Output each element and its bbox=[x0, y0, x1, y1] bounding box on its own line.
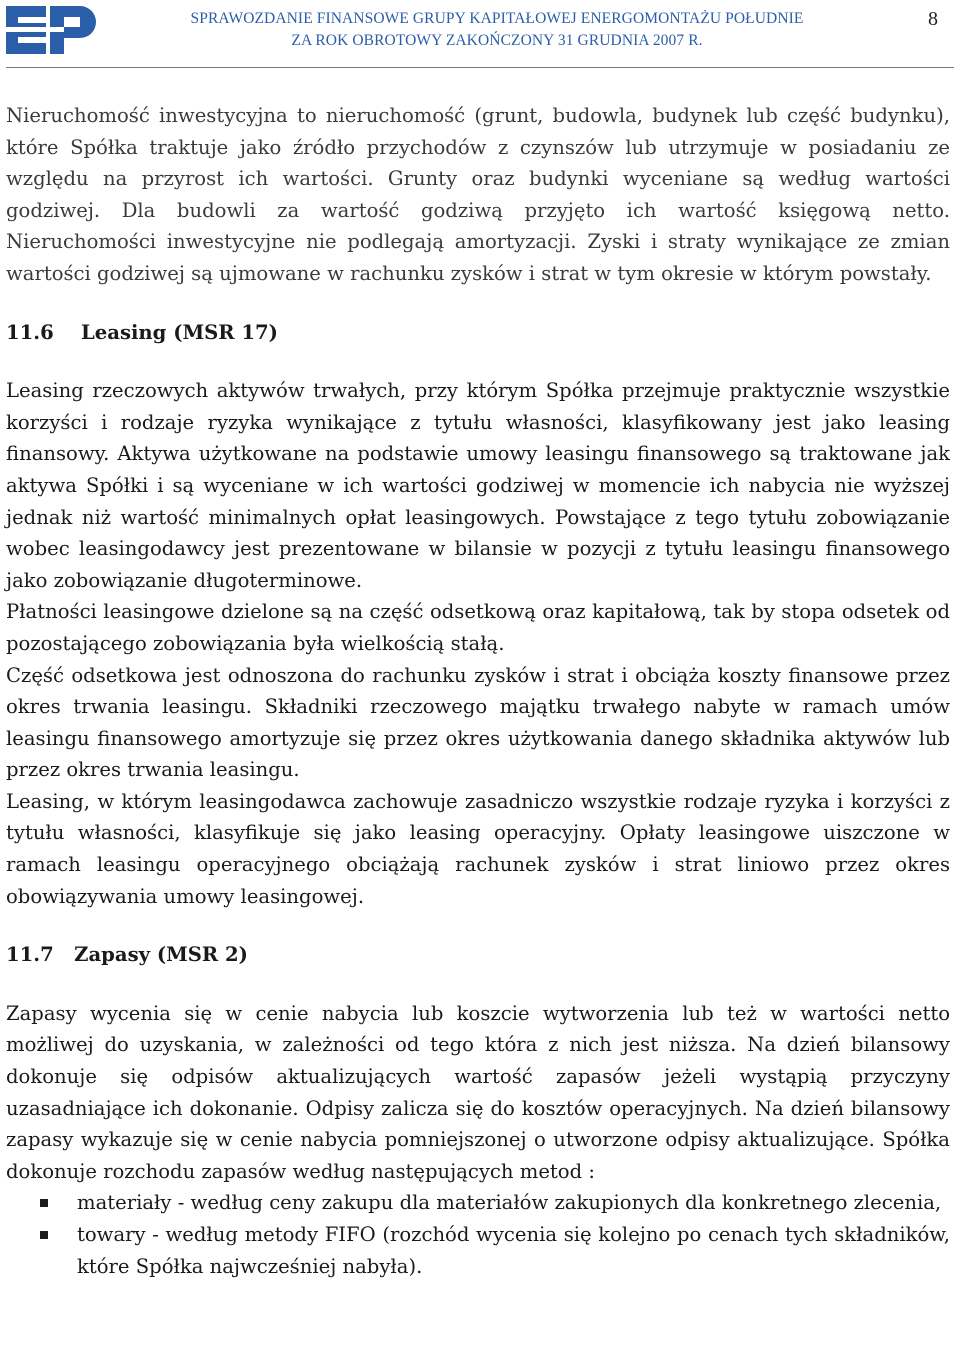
section-heading-inventory: 11.7 Zapasy (MSR 2) bbox=[6, 943, 248, 967]
paragraph-leasing-3: Część odsetkowa jest odnoszona do rachunku zysków i strat i obciąża koszty finansowe przez okres trwania leasingu. Składniki rzeczowego majątku trwałego nabyte w ramach umów leasingu finansowego amortyzuje się przez okres użytkowania danego składnika aktywów lub przez okres trwania leasingu. bbox=[6, 663, 950, 782]
page-number: 8 bbox=[928, 8, 938, 30]
report-title bbox=[112, 8, 882, 52]
paragraph-leasing-1: Leasing rzeczowych aktywów trwałych, przy którym Spółka przejmuje praktycznie wszystkie korzyści i rodzaje ryzyka wynikające z tytułu własności, klasyfikowany jest jako leasing finansowy. Aktywa użytkowane na podstawie umowy leasingu finansowego są traktowane jak aktywa Spółki i są wyceniane w ich wartości godziwej w momencie ich nabycia nie wyższej jednak niż wartość minimalnych opłat leasingowych. Powstające z tego tytułu zobowiązanie wobec leasingodawcy jest prezentowane w bilansie w pozycji z tytułu leasingu finansowego jako zobowiązanie długoterminowe. bbox=[6, 379, 950, 592]
inventory-methods-list bbox=[6, 1187, 950, 1282]
report-title-line2: ZA ROK OBROTOWY ZAKOŃCZONY 31 GRUDNIA 2007 R. bbox=[291, 32, 703, 49]
paragraph-leasing-2: Płatności leasingowe dzielone są na część odsetkową oraz kapitałową, tak by stopa odsetek od pozostającego zobowiązania była wielkością stałą. bbox=[6, 600, 950, 655]
document-body bbox=[6, 100, 950, 1282]
page-header bbox=[0, 0, 960, 70]
list-item-text: materiały - według ceny zakupu dla materiałów zakupionych dla konkretnego zlecenia, bbox=[77, 1191, 942, 1215]
paragraph-investment-property: Nieruchomość inwestycyjna to nieruchomość (grunt, budowla, budynek lub część budynku), które Spółka traktuje jako źródło przychodów z czynszów lub utrzymuje w posiadaniu ze względu na przyrost ich wartości. Grunty oraz budynki wyceniane są według wartości godziwej. Dla budowli za wartość godziwą przyjęto ich wartość księgową netto. Nieruchomości inwestycyjne nie podlegają amortyzacji. Zyski i straty wynikające ze zmian wartości godziwej są ujmowane w rachunku zysków i strat w tym okresie w którym powstały. bbox=[6, 104, 950, 285]
list-item bbox=[6, 1187, 950, 1219]
list-item-text: towary - według metody FIFO (rozchód wycenia się kolejno po cenach tych składników, które Spółka najwcześniej nabyła). bbox=[77, 1223, 950, 1278]
header-divider bbox=[6, 67, 954, 68]
list-item bbox=[6, 1219, 950, 1282]
paragraph-leasing-4: Leasing, w którym leasingodawca zachowuje zasadniczo wszystkie rodzaje ryzyka i korzyści z tytułu własności, klasyfikuje się jako leasing operacyjny. Opłaty leasingowe uiszczone w ramach leasingu operacyjnego obciążają rachunek zysków i strat liniowo przez okres obowiązywania umowy leasingowej. bbox=[6, 789, 950, 908]
ep-logo bbox=[6, 6, 96, 54]
square-bullet-icon bbox=[40, 1231, 48, 1239]
square-bullet-icon bbox=[40, 1199, 48, 1207]
paragraph-inventory: Zapasy wycenia się w cenie nabycia lub koszcie wytworzenia lub też w wartości netto możliwej do uzyskania, w zależności od tego która z nich jest niższa. Na dzień bilansowy dokonuje się odpisów aktualizujących wartość zapasów jeżeli wystąpią przyczyny uzasadniające ich dokonanie. Odpisy zalicza się do kosztów operacyjnych. Na dzień bilansowy zapasy wykazuje się w cenie nabycia pomniejszonej o utworzone odpisy aktualizujące. Spółka dokonuje rozchodu zapasów według następujących metod : bbox=[6, 1001, 950, 1183]
section-heading-leasing: 11.6 Leasing (MSR 17) bbox=[6, 320, 278, 344]
report-title-line1: SPRAWOZDANIE FINANSOWE GRUPY KAPITAŁOWEJ ENERGOMONTAŻU POŁUDNIE bbox=[190, 10, 804, 27]
